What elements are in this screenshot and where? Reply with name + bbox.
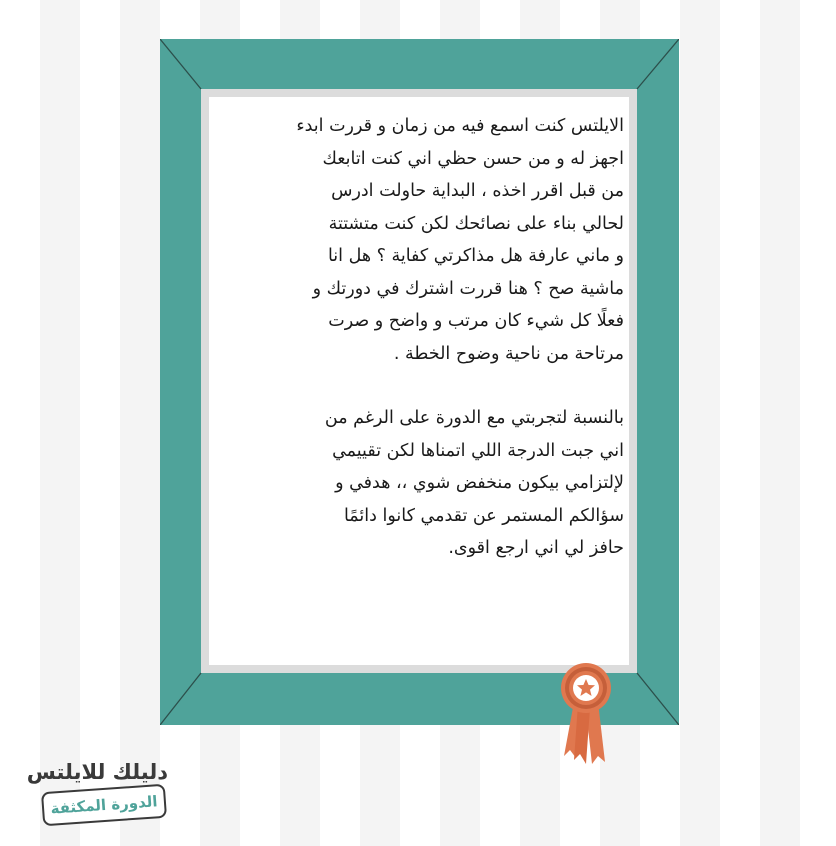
text-line: حافز لي اني ارجع اقوى. <box>448 538 624 558</box>
logo-brand-text: دليلك للايلتس <box>26 760 168 784</box>
text-line: فعلًا كل شيء كان مرتب و واضح و صرت <box>328 311 624 331</box>
text-line: ماشية صح ؟ هنا قررت اشترك في دورتك و <box>312 278 624 299</box>
text-line: و ماني عارفة هل مذاكرتي كفاية ؟ هل انا <box>327 246 624 266</box>
logo-course-badge: الدورة المكثفة <box>41 784 167 827</box>
text-line: لحالي بناء على نصائحك لكن كنت متشتتة <box>328 213 624 234</box>
text-line: الايلتس كنت اسمع فيه من زمان و قررت ابدء <box>296 116 624 136</box>
text-line: من قبل اقرر اخذه ، البداية حاولت ادرس <box>331 181 624 201</box>
text-line: اجهز له و من حسن حظي اني كنت اتابعك <box>322 148 624 169</box>
text-line: بالنسبة لتجربتي مع الدورة على الرغم من <box>324 408 624 428</box>
paragraph-1 <box>214 110 624 370</box>
text-line: سؤالكم المستمر عن تقدمي كانوا دائمًا <box>343 505 624 526</box>
award-ribbon-icon <box>556 660 616 772</box>
brand-logo <box>28 760 168 832</box>
text-line: لإلتزامي بيكون منخفض شوي ،، هدفي و <box>335 473 624 493</box>
text-line: اني جبت الدرجة اللي اتمناها لكن تقييمي <box>332 440 624 461</box>
paragraph-2 <box>214 402 624 565</box>
text-line: مرتاحة من ناحية وضوح الخطة . <box>393 343 624 364</box>
testimonial-text <box>214 110 624 565</box>
